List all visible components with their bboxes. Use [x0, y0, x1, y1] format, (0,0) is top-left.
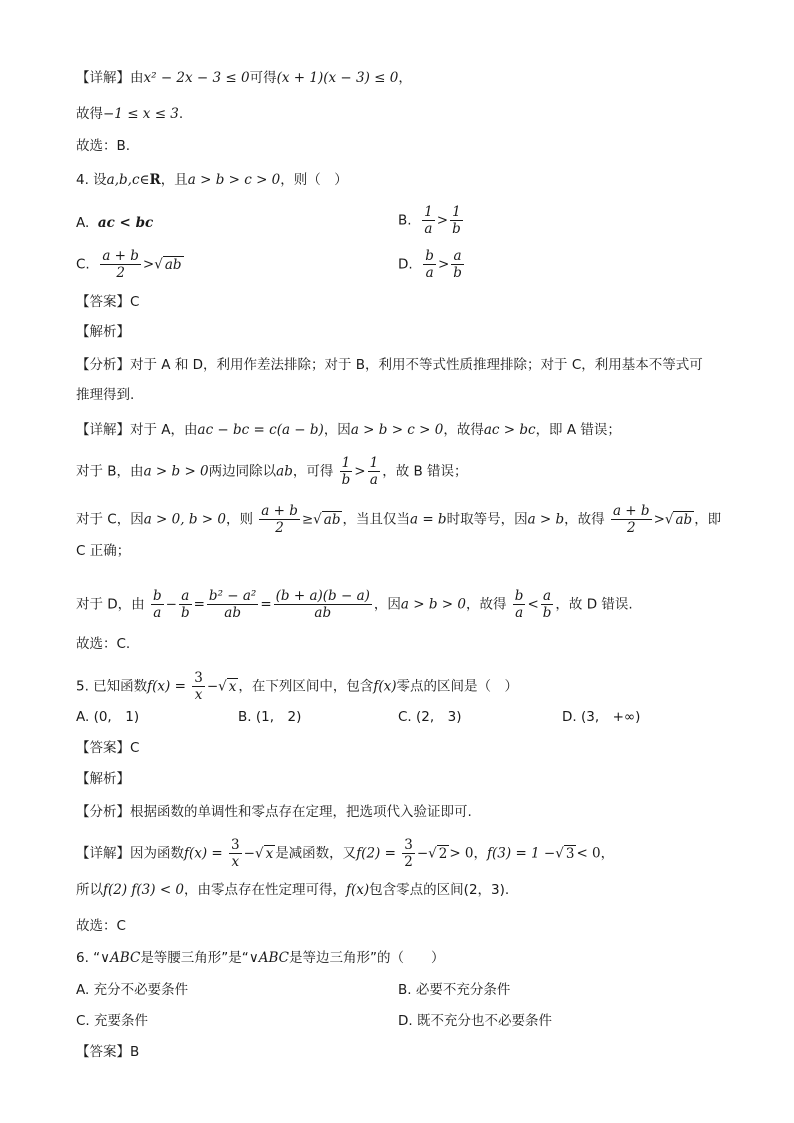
q5-option-a[interactable]: A. (0, 1)	[76, 709, 140, 725]
fraction: $\frac{b}{a}$	[425, 248, 434, 281]
math-expr: > 0，	[449, 845, 488, 862]
math-expr: f(x)	[346, 882, 370, 898]
q4-answer: 【答案】C	[76, 294, 140, 310]
text: 所以	[76, 882, 103, 898]
math-set: R	[149, 172, 161, 188]
option-label: D.	[398, 256, 413, 273]
math-symbol: ∈	[139, 172, 150, 188]
text: 可得	[249, 70, 277, 86]
text: ，故 B 错误；	[382, 463, 468, 480]
q5-analysis-tag: 【解析】	[76, 771, 130, 787]
text: ，则	[225, 511, 253, 528]
math-expr: f(2) f(3) < 0	[103, 882, 185, 898]
q3-detail-line	[76, 68, 412, 88]
sqrt-radicand: ab	[323, 511, 341, 528]
detail-tag: 【详解】由	[76, 70, 144, 86]
text: ，可得	[292, 463, 334, 480]
fraction: $\frac{a + b}{2}$	[261, 503, 298, 536]
text: 对于 B，由	[76, 463, 144, 480]
q4-option-c[interactable]: C. $\frac{a + b}{2}$ >√ ab	[76, 248, 182, 281]
math-expr: ac − bc = c(a − b)	[197, 422, 324, 438]
math-expr: f(x)	[373, 678, 397, 695]
math-symbol: >	[653, 511, 665, 528]
math-inequality: −1 ≤ x ≤ 3	[103, 106, 179, 122]
text: 两边同除以	[208, 463, 277, 480]
fraction: $\frac{1}{b}$	[452, 204, 461, 237]
fraction: $\frac{a + b}{2}$	[612, 503, 650, 536]
fraction: $\frac{a}{b}$	[453, 248, 462, 281]
sqrt-radicand: 3	[565, 845, 575, 862]
text: ，故 D 错误.	[555, 596, 633, 613]
q4-analysis-tag: 【解析】	[76, 324, 130, 340]
text: ，因	[323, 422, 351, 438]
math-expr: ab	[276, 463, 293, 480]
fraction: $\frac{b}{a}$	[514, 588, 524, 621]
q4-option-b[interactable]	[398, 204, 465, 237]
math-symbol: −	[416, 845, 429, 862]
q5-detail: 【详解】因为函数f(x) = $\frac{3}{x}$ −√ x 是减函数，又f(2) = $\frac{3}{2}$ −√ 2 > 0，f(3) = 1 −√ 3 < 0，	[76, 837, 615, 870]
sqrt-radicand: ab	[164, 256, 182, 273]
math-expr: f(x) =	[184, 845, 223, 862]
text: 对于 C，因	[76, 511, 144, 528]
text: ，由零点存在性定理可得，	[184, 882, 347, 898]
q3-choice: 故选：B.	[76, 138, 131, 154]
math-expr: ∨ABC	[248, 950, 289, 966]
text: 【详解】对于 A，由	[76, 422, 198, 438]
sqrt-radicand: x	[228, 678, 237, 695]
q4-option-a[interactable]	[76, 213, 153, 233]
text: ，当且仅当	[342, 511, 410, 528]
option-expr: ac < bc	[97, 215, 154, 231]
q5-option-c[interactable]: C. (2, 3)	[398, 709, 462, 725]
text: ，即 A 错误；	[535, 422, 621, 438]
math-symbol: >	[142, 256, 155, 273]
math-symbol: =	[193, 596, 205, 613]
fraction: $\frac{3}{2}$	[404, 837, 413, 870]
text: 时取等号，因	[446, 511, 528, 528]
q6-answer: 【答案】B	[76, 1044, 140, 1060]
option-label: C.	[76, 256, 90, 273]
q3-result-line	[76, 104, 183, 124]
text: ，在下列区间中，包含	[238, 678, 374, 695]
question-number: 4. 设	[76, 172, 107, 188]
math-symbol: ≥	[301, 511, 314, 528]
text: 【详解】因为函数	[76, 845, 184, 862]
q6-option-d[interactable]: D. 既不充分也不必要条件	[398, 1013, 552, 1029]
q5-option-b[interactable]: B. (1, 2)	[238, 709, 302, 725]
text: 是等腰三角形”是“	[140, 950, 249, 966]
text: 零点的区间是（ ）	[396, 678, 519, 695]
q5-option-d[interactable]: D. (3, +∞)	[562, 709, 641, 725]
text: 对于 D，由	[76, 596, 145, 613]
text: 故得	[76, 106, 103, 122]
math-symbol: −	[206, 678, 219, 695]
fraction: $\frac{a}{b}$	[180, 588, 190, 621]
sqrt-radicand: ab	[675, 511, 693, 528]
q4-analysis-line-2: 推理得到.	[76, 387, 135, 403]
math-inequality: x² − 2x − 3 ≤ 0	[143, 70, 250, 86]
text: ，故得	[443, 422, 484, 438]
math-symbol: −	[243, 845, 255, 862]
math-expr: a = b	[409, 511, 447, 528]
q5-analysis: 【分析】根据函数的单调性和零点存在定理，把选项代入验证即可.	[76, 804, 472, 820]
text: 是等边三角形”的（ ）	[288, 950, 445, 966]
option-label: B.	[398, 212, 412, 229]
math-inequality: (x + 1)(x − 3) ≤ 0	[276, 70, 399, 86]
text: .	[178, 106, 184, 122]
math-expr: ∨ABC	[100, 950, 141, 966]
text: ，即	[694, 511, 722, 528]
math-symbol: >	[437, 256, 450, 273]
q4-detail-b	[76, 455, 468, 488]
math-expr: ac > bc	[483, 422, 536, 438]
math-condition: a > 0, b > 0	[143, 511, 226, 528]
q4-detail-d	[76, 588, 633, 621]
fraction: $\frac{3}{x}$	[231, 837, 240, 870]
math-condition: a > b > 0	[143, 463, 209, 480]
q4-stem	[76, 170, 348, 190]
fraction: $\frac{1}{b}$	[341, 455, 351, 488]
sqrt-radicand: x	[265, 845, 274, 862]
sqrt-radicand: 2	[438, 845, 448, 862]
math-condition: a > b > c > 0	[350, 422, 444, 438]
math-condition: a > b > 0	[400, 596, 466, 613]
q5-choice: 故选：C	[76, 918, 126, 934]
math-condition: a > b	[527, 511, 565, 528]
q6-stem	[76, 948, 444, 968]
text: ，故得	[564, 511, 605, 528]
q4-detail-a	[76, 420, 621, 440]
q5-detail-line-2	[76, 880, 509, 900]
math-symbol: −	[165, 596, 177, 613]
fraction: $\frac{(b + a)(b - a)}{ab}$	[275, 588, 370, 621]
q6-option-a[interactable]: A. 充分不必要条件	[76, 982, 189, 998]
math-condition: a > b > c > 0	[187, 172, 281, 188]
math-symbol: =	[260, 596, 272, 613]
q6-option-b[interactable]: B. 必要不充分条件	[398, 982, 511, 998]
q5-answer: 【答案】C	[76, 740, 140, 756]
option-label: A.	[76, 215, 90, 231]
question-number: 6. “	[76, 950, 101, 966]
q4-detail-c-cont: C 正确；	[76, 543, 131, 559]
fraction: $\frac{b}{a}$	[152, 588, 162, 621]
math-symbol: >	[436, 212, 449, 229]
text: 包含零点的区间(2，3).	[369, 882, 510, 898]
text: ，则（ ）	[280, 172, 348, 188]
math-symbol: >	[354, 463, 366, 480]
math-vars: a,b,c	[106, 172, 140, 188]
text: 是减函数，又	[275, 845, 357, 862]
math-expr: f(3) = 1 −	[487, 845, 556, 862]
q4-detail-c: 对于 C，因a > 0, b > 0，则 $\frac{a + b}{2}$ ≥√ ab ，当且仅当a = b时取等号，因a > b，故得 $\frac{a + b}{2}$ >√ ab ，即	[76, 503, 722, 536]
q6-option-c[interactable]: C. 充要条件	[76, 1013, 149, 1029]
math-symbol: <	[527, 596, 539, 613]
fraction: $\frac{3}{x}$	[194, 670, 203, 703]
math-expr: f(2) =	[356, 845, 396, 862]
fraction: $\frac{a}{b}$	[542, 588, 552, 621]
q5-stem: 5. 已知函数f(x) = $\frac{3}{x}$ −√ x ，在下列区间中，包含f(x)零点的区间是（ ）	[76, 670, 519, 703]
q4-analysis-line-1: 【分析】对于 A 和 D，利用作差法排除；对于 B，利用不等式性质推理排除；对于 C，利用基本不等式可	[76, 357, 703, 373]
text: ，因	[373, 596, 401, 613]
text: ，故得	[465, 596, 507, 613]
text: ，且	[160, 172, 188, 188]
fraction: $\frac{1}{a}$	[369, 455, 379, 488]
text: ，	[398, 70, 412, 86]
math-expr: f(x) =	[147, 678, 186, 695]
q4-choice: 故选：C.	[76, 636, 131, 652]
math-expr: < 0，	[576, 845, 615, 862]
q4-option-d[interactable]	[398, 248, 466, 281]
question-number: 5. 已知函数	[76, 678, 148, 695]
fraction: $\frac{\text{b² − a²}}{ab}$	[208, 588, 257, 621]
fraction: $\frac{1}{a}$	[424, 204, 433, 237]
fraction: $\frac{a + b}{2}$	[102, 248, 139, 281]
